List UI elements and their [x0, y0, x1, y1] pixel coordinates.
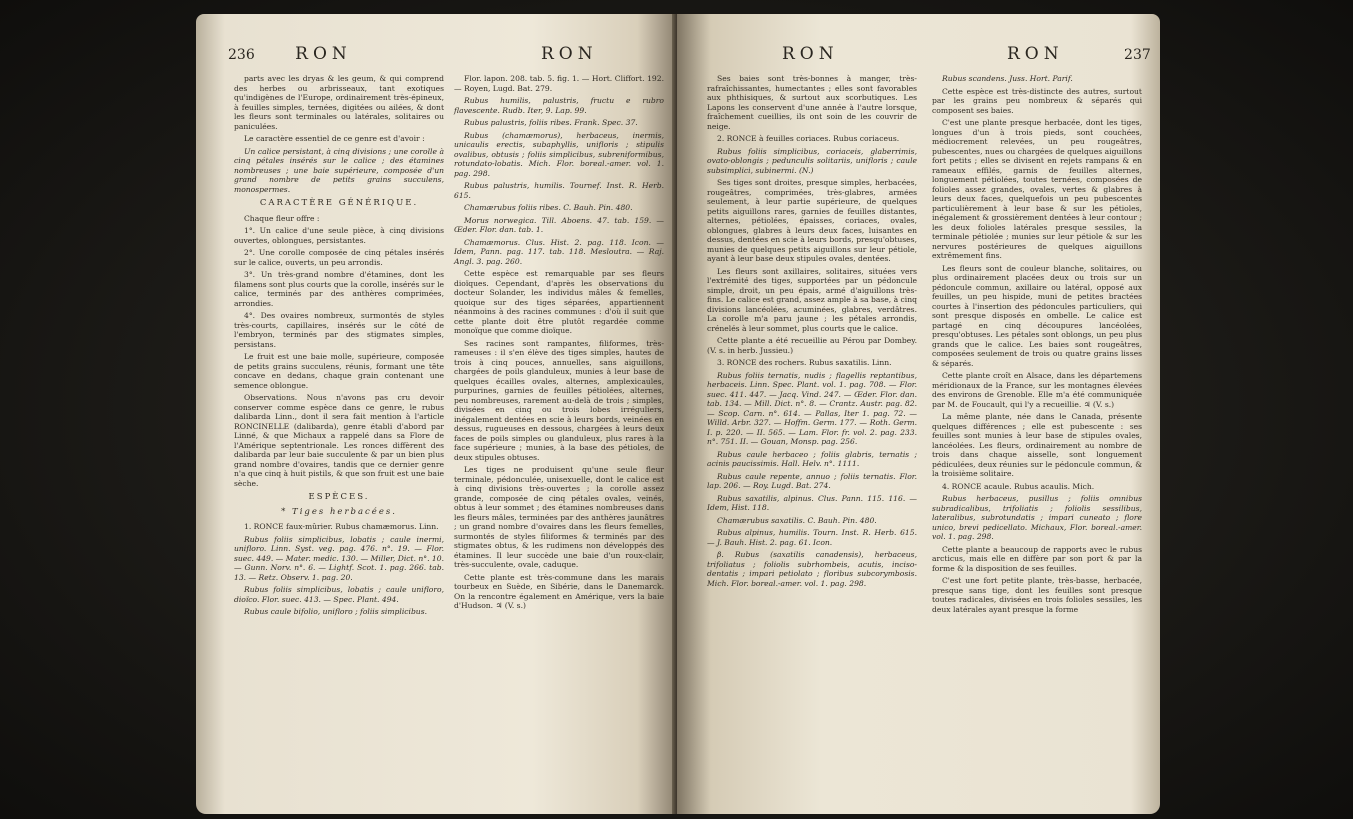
- paragraph: 2°. Une corolle composée de cinq pétales insérés sur le calice, ouverts, un peu arrondis.: [234, 248, 444, 267]
- paragraph: Rubus foliis ternatis, nudis ; flagellis reptantibus, herbaceis. Linn. Spec. Plant. vol. 1. pag. 708. — Flor. suec. 411. 447. — Jacq. Vind. 247. — Œder. Flor. dan. tab. 134. — Mill. Dict. n°. 8. — Crantz. Austr. pag. 82. — Scop. Carn. n°. 614. — Pallas, Iter 1. pag. 72. — Willd. Arbr. 327. — Hoffm. Germ. 177. — Roth. Germ. I. p. 220. — II. 565. — Lam. Flor. fr. vol. 2. pag. 233. n°. 751. II. — Gouan, Monsp. pag. 256.: [707, 370, 917, 446]
- paragraph: Chamæmorus. Clus. Hist. 2. pag. 118. Icon. — Idem, Pann. pag. 117. tab. 118. Mesloutra. — Raj. Angl. 3. pag. 260.: [454, 237, 664, 266]
- paragraph: C'est une fort petite plante, très-basse, herbacée, presque sans tige, dont les feuilles sont presque toutes radicales, divisées en trois folioles sessiles, les deux latérales ayant presque la forme: [932, 576, 1142, 614]
- species-heading: 3. RONCE des rochers. Rubus saxatilis. Linn.: [717, 358, 892, 367]
- paragraph: Observations. Nous n'avons pas cru devoir conserver comme espèce dans ce genre, le rubus dalibarda Linn., dont il sera fait mention à l'article RONCINELLE (dalibarda), genre établi d'abord par Linné, & que Michaux a rappelé dans sa Flore de l'Amérique septentrionale. Les ronces diffèrent des dalibarda par leur baie succulente & par un bien plus grand nombre d'ovaires, tandis que ce dernier genre n'a que cinq à huit pistils, & que son fruit est une baie sèche.: [234, 393, 444, 488]
- paragraph: Rubus palustris, humilis. Tournef. Inst. R. Herb. 615.: [454, 181, 664, 200]
- paragraph: Cette plante a beaucoup de rapports avec le rubus arcticus, mais elle en diffère par son port & par la forme & la disposition de ses feuilles.: [932, 544, 1142, 573]
- left-page: [196, 14, 676, 814]
- right-column-2: [932, 74, 1142, 617]
- paragraph: 1°. Un calice d'une seule pièce, à cinq divisions ouvertes, oblongues, persistantes.: [234, 226, 444, 245]
- species-heading: 4. RONCE acaule. Rubus acaulis. Mich.: [942, 481, 1095, 491]
- subheading: * Tiges herbacées.: [281, 506, 397, 517]
- left-header-right: RON: [541, 44, 598, 64]
- paragraph: Un calice persistant, à cinq divisions ; une corolle à cinq pétales insérés sur le calice ; des étamines nombreuses ; une baie supérieure, composée d'un grand nombre de petits grains succulens, monospermes.: [234, 146, 444, 194]
- paragraph: Les fleurs sont de couleur blanche, solitaires, ou plus ordinairement placées deux ou trois sur un pédoncule commun, axillaire ou latéral, opposé aux feuilles, un peu hispide, muni de petites bractées courtes à l'insertion des pédoncules particuliers, qui sont presque disposés en ombelle. Le calice est partagé en cinq découpures lancéolées, presqu'obtuses. Les pétales sont oblongs, un peu plus grands que le calice. Les baies sont rougeâtres, composées seulement de trois ou quatre grains lisses & séparés.: [932, 263, 1142, 368]
- left-page-number: 236: [228, 47, 255, 63]
- paragraph: Chamærubus saxatilis. C. Bauh. Pin. 480.: [717, 515, 877, 525]
- paragraph: Cette espèce est remarquable par ses fleurs dioïques. Cependant, d'après les observations du docteur Solander, les individus mâles & femelles, quoique sur des tiges séparées, appartiennent néanmoins à des racines communes : d'où il suit que cette plante doit être plutôt regardée comme monoïque que comme dioïque.: [454, 269, 664, 335]
- paragraph: Les tiges ne produisent qu'une seule fleur terminale, pédonculée, unisexuelle, dont le calice est à cinq divisions très-ouvertes ; la corolle assez grande, composée de cinq pétales ovales, veinés, obtus à leur sommet ; des étamines nombreuses dans les fleurs mâles, terminées par des anthères jaunâtres ; un grand nombre d'ovaires dans les fleurs femelles, surmontés de styles filiformes & terminés par des stigmates obtus, & les rudimens non développés des étamines. Il leur succède une baie d'un roux-clair, très-succulente, ovale, caduque.: [454, 465, 664, 569]
- paragraph: Rubus alpinus, humilis. Tourn. Inst. R. Herb. 615. — J. Bauh. Hist. 2. pag. 61. Icon.: [707, 528, 917, 547]
- paragraph: Le caractère essentiel de ce genre est d'avoir :: [244, 134, 425, 143]
- paragraph: Cette espèce est très-distincte des autres, surtout par les grains peu nombreux & séparés qui composent ses baies.: [932, 86, 1142, 115]
- species-heading: 1. RONCE faux-mûrier. Rubus chamæmorus. Linn.: [244, 522, 439, 531]
- species-heading: 2. RONCE à feuilles coriaces. Rubus coriaceus.: [717, 134, 900, 143]
- paragraph: Rubus foliis simplicibus, coriaceis, glaberrimis, ovato-oblongis ; pedunculis solitariis, unifloris ; caule subsimplici, subinermi. (N.): [707, 146, 917, 175]
- paragraph: Cette plante croît en Alsace, dans les départemens méridionaux de la France, sur les montagnes élevées des environs de Grenoble. Elle m'a été communiquée par M. de Foucault, qui l'y a recueillie. ♃ (V. s.): [932, 371, 1142, 409]
- right-column-1: [707, 74, 917, 591]
- paragraph: 3°. Un très-grand nombre d'étamines, dont les filamens sont plus courts que la corolle, insérés sur le calice, terminés par des anthères comprimées, arrondies.: [234, 270, 444, 308]
- paragraph: Rubus (chamæmorus), herbaceus, inermis, unicaulis erectis, subaphyllis, unifloris ; stipulis ovalibus, obtusis ; foliis simplicibus, subreniformibus, rotundato-lobatis. Mich. Flor. boreal.-amer. vol. 1. pag. 298.: [454, 130, 664, 178]
- paragraph: Rubus palustris, foliis ribes. Frank. Spec. 37.: [464, 118, 638, 127]
- paragraph: Rubus foliis simplicibus, lobatis ; caule inermi, unifloro. Linn. Syst. veg. pag. 476. n°. 19. — Flor. suec. 449. — Mater. medic. 130. — Miller, Dict. n°. 10. — Gunn. Norv. n°. 6. — Lightf. Scot. 1. pag. 266. tab. 13. — Retz. Observ. 1. pag. 20.: [234, 534, 444, 582]
- paragraph: Cette plante a été recueillie au Pérou par Dombey. (V. s. in herb. Jussieu.): [707, 336, 917, 355]
- paragraph: Morus norwegica. Till. Aboens. 47. tab. 159. — Œder. Flor. dan. tab. 1.: [454, 215, 664, 234]
- section-heading: CARACTÈRE GÉNÉRIQUE.: [259, 198, 419, 208]
- right-page: [677, 14, 1160, 814]
- paragraph: Rubus humilis, palustris, fructu e rubro flavescente. Rudb. Iter, 9. Lap. 99.: [454, 96, 664, 115]
- paragraph: Le fruit est une baie molle, supérieure, composée de petits grains succulens, réunis, formant une tête concave en dedans, chaque grain contenant une semence oblongue.: [234, 352, 444, 390]
- paragraph: La même plante, née dans le Canada, présente quelques différences ; elle est pubescente : ses feuilles sont munies à leur base de stipules ovales, lancéolées. Les fleurs, ordinairement au nombre de trois dans chaque aisselle, sont longuement pédiculées, deux réunies sur le pédoncule commun, & la troisième solitaire.: [932, 412, 1142, 478]
- paragraph: Ses baies sont très-bonnes à manger, très-rafraîchissantes, humectantes ; elles sont favorables aux phthisiques, & surtout aux scorbutiques. Les Lapons les conservent d'une année à l'autre lorsque, fraîchement cueillies, ils ont soin de les couvrir de neige.: [707, 74, 917, 131]
- paragraph: β. Rubus (saxatilis canadensis), herbaceus, trifoliatus ; foliolis subrhombeis, acutis, inciso-dentatis ; impari petiolato ; floribus subcorymbosis. Mich. Flor. boreal.-amer. vol. 1. pag. 298.: [707, 550, 917, 588]
- paragraph: Chaque fleur offre :: [244, 213, 320, 223]
- left-header-left: RON: [295, 44, 352, 64]
- section-heading: ESPÈCES.: [308, 492, 370, 502]
- right-header-right: RON: [1007, 44, 1064, 64]
- right-page-number: 237: [1124, 47, 1151, 63]
- paragraph: Les fleurs sont axillaires, solitaires, situées vers l'extrémité des tiges, supportées par un pédoncule simple, droit, un peu épais, armé d'aiguillons très-fins. Le calice est grand, assez ample à sa base, à cinq divisions lancéolées, acuminées, glabres, verdâtres. La corolle m'a paru jaune ; les pétales arrondis, crénelés à leur sommet, plus courts que le calice.: [707, 266, 917, 333]
- paragraph: C'est une plante presque herbacée, dont les tiges, longues d'un à trois pieds, sont couchées, médiocrement relevées, un peu rougeâtres, pubescentes, nues ou chargées de quelques aiguillons fort petits ; elles se divisent en rejets rampans & en rameaux effilés, garnis de feuilles alternes, longuement pétiolées, toutes ternées, composées de folioles assez grandes, ovales, vertes & glabres à leurs deux faces, quelquefois un peu pubescentes particulièrement à leur base & sur les pétioles, inégalement & grossièrement dentées à leur contour ; les deux folioles latérales presque sessiles, la terminale pétiolée ; munies sur leur pétiole & sur les nervures postérieures de quelques aiguillons extrêmement fins.: [932, 118, 1142, 260]
- paragraph: 4°. Des ovaires nombreux, surmontés de styles très-courts, capillaires, insérés sur le côté de l'embryon, terminés par des stigmates simples, persistans.: [234, 311, 444, 349]
- paragraph: Rubus foliis simplicibus, lobatis ; caule unifloro, dioïco. Flor. suec. 413. — Spec. Plant. 494.: [234, 585, 444, 604]
- left-page-header: [228, 44, 352, 64]
- paragraph: Rubus caule herbaceo ; foliis glabris, ternatis ; acinis paucissimis. Hall. Helv. n°. 1111.: [707, 449, 917, 468]
- paragraph: Rubus herbaceus, pusillus ; foliis omnibus subradicalibus, trifoliatis ; foliolis sessilibus, lateralibus, subrotundatis ; impari cuneato ; flore unico, brevi pedicellato. Michaux, Flor. boreal.-amer. vol. 1. pag. 298.: [932, 494, 1142, 541]
- left-column-2: [454, 74, 664, 614]
- paragraph: Chamærubus foliis ribes. C. Bauh. Pin. 480.: [464, 203, 633, 212]
- paragraph: Rubus caule bifolio, unifloro ; foliis simplicibus.: [244, 607, 428, 616]
- right-header-left: RON: [782, 44, 839, 64]
- paragraph: Rubus saxatilis, alpinus. Clus. Pann. 115. 116. — Idem, Hist. 118.: [707, 493, 917, 512]
- paragraph: Rubus caule repente, annuo ; foliis ternatis. Flor. lap. 206. — Roy. Lugd. Bat. 274.: [707, 471, 917, 490]
- paragraph: Cette plante est très-commune dans les marais tourbeux en Suède, en Sibérie, dans le Danemarck. On la rencontre également en Amérique, vers la baie d'Hudson. ♃ (V. s.): [454, 572, 664, 610]
- paragraph: Rubus scandens. Juss. Hort. Parif.: [942, 74, 1073, 83]
- paragraph: Flor. lapon. 208. tab. 5. fig. 1. — Hort. Cliffort. 192. — Royen, Lugd. Bat. 279.: [454, 74, 664, 93]
- left-column-1: [234, 74, 444, 620]
- paragraph: Ses tiges sont droites, presque simples, herbacées, rougeâtres, comprimées, très-glabres, armées seulement, à leur partie supérieure, de quelques petits aiguillons rares, garnies de feuilles distantes, alternes, pétiolées, épaisses, coriaces, ovales, oblongues, glabres à leurs deux faces, luisantes en dessus, dentées en scie à leurs bords, presqu'obtuses, munies de quelques petits aiguillons sur leur pétiole, ayant à leur base deux stipules ovales, dentées.: [707, 178, 917, 263]
- paragraph: Ses racines sont rampantes, filiformes, très-rameuses : il s'en élève des tiges simples, hautes de trois à cinq pouces, annuelles, sans aiguillons, chargées de poils glanduleux, munies à leur base de quelques écailles ovales, alternes, amplexicaules, purpurines, garnies de feuilles pétiolées, alternes, peu nombreuses, rarement au-delà de trois ; simples, divisées en cinq ou trois lobes irréguliers, inégalement dentées en scie à leurs bords, veinées en dessus, rugueuses en dessous, chargées à leurs deux faces de poils simples ou glanduleux, plus rares à la face supérieure ; munies, à la base des pétioles, de deux stipules obtuses.: [454, 338, 664, 462]
- right-page-header: [1007, 44, 1151, 64]
- paragraph: parts avec les dryas & les geum, & qui comprend des herbes ou arbrisseaux, tant exotiques qu'indigènes de l'Europe, ordinairement très-épineux, à feuilles simples, ternées, digitées ou ailées, & dont les fleurs sont terminales ou latérales, solitaires ou paniculées.: [234, 74, 444, 131]
